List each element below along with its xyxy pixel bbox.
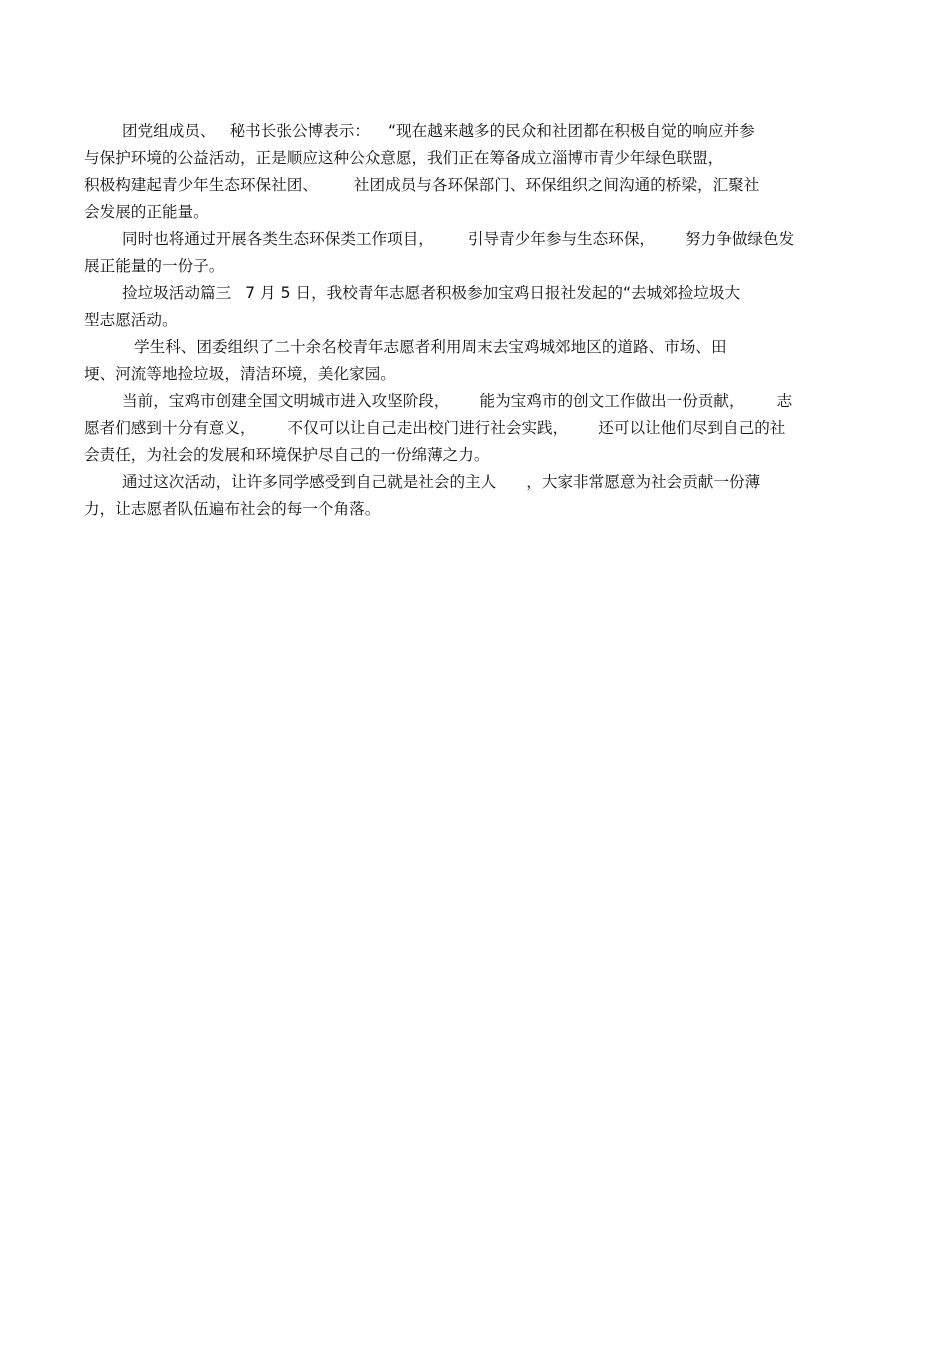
text-segment: 学生科、团委组织了二十余名校青年志愿者利用周末去宝鸡城郊地区的道路、市场、田 [134,338,727,356]
paragraph-5-line-1 [84,388,866,415]
paragraph-5-line-3 [84,442,866,469]
paragraph-6-line-1 [84,469,866,496]
paragraph-1-line-4 [84,199,866,226]
text-segment: 型志愿活动。 [84,311,178,329]
text-segment: 埂、河流等地捡垃圾，清洁环境，美化家园。 [84,365,396,383]
paragraph-4-line-2 [84,361,866,388]
text-segment: 努力争做绿色发 [685,230,795,248]
paragraph-1-line-3 [84,172,866,199]
text-segment: 7 月 5 日，我校青年志愿者积极参加宝鸡日报社发起的“去城郊捡垃圾大 [245,284,741,302]
text-segment: 不仅可以让自己走出校门进行社会实践， [287,419,569,437]
paragraph-2-line-1 [84,226,866,253]
text-segment: 团党组成员、 [122,122,216,140]
paragraph-1-line-2 [84,145,866,172]
text-segment: 会责任，为社会的发展和环境保护尽自己的一份绵薄之力。 [84,446,490,464]
document-body [84,118,866,523]
text-segment: 能为宝鸡市的创文工作做出一份贡献， [479,392,745,410]
text-segment: 捡垃圾活动篇三 [122,284,232,302]
text-segment: 还可以让他们尽到自己的社 [598,419,786,437]
text-segment: 与保护环境的公益活动，正是顺应这种公众意愿，我们正在筹备成立淄博市青少年绿色联盟， [84,149,724,167]
paragraph-4-line-1 [84,334,866,361]
paragraph-5-line-2 [84,415,866,442]
text-segment: 积极构建起青少年生态环保社团、 [84,176,318,194]
text-segment: 引导青少年参与生态环保， [467,230,656,248]
text-segment: 愿者们感到十分有意义， [84,419,256,437]
text-segment: 展正能量的一份子。 [84,257,225,275]
text-segment: “现在越来越多的民众和社团都在积极自觉的响应并参 [387,122,755,140]
text-segment: 志 [776,392,793,410]
paragraph-3-line-1 [84,280,866,307]
paragraph-6-line-2 [84,496,866,523]
text-segment: 会发展的正能量。 [84,203,209,221]
text-segment: 通过这次活动，让许多同学感受到自己就是社会的主人 [122,473,497,491]
text-segment: 力，让志愿者队伍遍布社会的每一个角落。 [84,500,381,518]
text-segment: 秘书长张公博表示： [229,122,370,140]
text-segment: 当前，宝鸡市创建全国文明城市进入攻坚阶段， [122,392,450,410]
paragraph-3-line-2 [84,307,866,334]
text-segment: 社团成员与各环保部门、环保组织之间沟通的桥梁，汇聚社 [353,176,760,194]
paragraph-2-line-2 [84,253,866,280]
paragraph-1-line-1 [84,118,866,145]
text-segment: 同时也将通过开展各类生态环保类工作项目， [122,230,434,248]
text-segment: ，大家非常愿意为社会贡献一份薄 [526,473,761,491]
